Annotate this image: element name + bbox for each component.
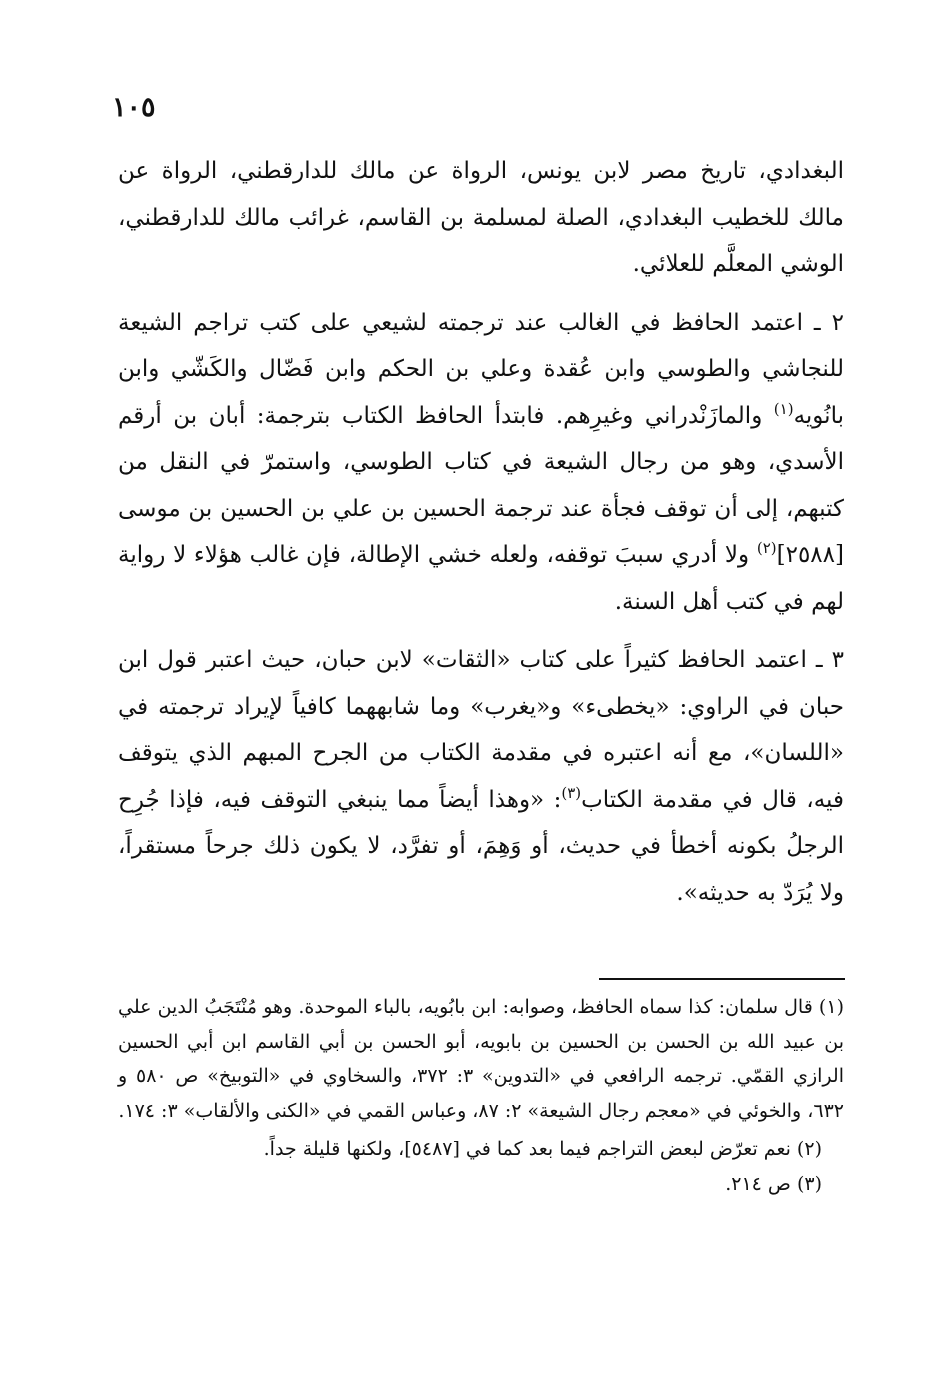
footnote-3: (٣) ص ٢١٤.: [725, 1172, 822, 1195]
footnotes: [118, 990, 844, 1201]
main-text: [118, 148, 844, 916]
paragraph-2-text-a: ٢ ـ اعتمد الحافظ في الغالب عند ترجمته لشيعي على كتب تراجم الشيعة للنجاشي والطوسي وابن عُقدة وعلي بن الحكم وابن فَضّال والكَشّي وابن بانُويه: [118, 309, 844, 429]
footnote-divider: [599, 978, 845, 980]
footnote-ref-1: (١): [773, 399, 794, 418]
footnote-2: (٢) نعم تعرّض لبعض التراجم فيما بعد كما في [٥٤٨٧]، ولكنها قليلة جداً.: [263, 1138, 822, 1160]
paragraph-1-text: البغدادي، تاريخ مصر لابن يونس، الرواة عن مالك للدارقطني، الرواة عن مالك للخطيب البغدادي، الصلة لمسلمة بن القاسم، غرائب مالك للدارقطني، الوشي المعلَّم للعلائي.: [118, 158, 844, 277]
footnote-1: (١) قال سلمان: كذا سماه الحافظ، وصوابه: ابن بابُويه، بالباء الموحدة. وهو مُنْتَجَبُ الدين علي بن عبيد الله بن الحسن بن الحسين بن بابويه، أبو الحسن بن أبي القاسم ابن أبي الحسين الرازي القمّي. ترجمه الرافعي في «التدوين» ٣: ٣٧٢، والسخاوي في «التوبيخ» ص ٥٨٠ و ٦٣٢، والخوئي في «معجم رجال الشيعة» ٢: ٨٧، وعباس القمي في «الكنى والألقاب» ٣: ١٧٤.: [118, 996, 844, 1122]
paragraph-2-text-c: ولا أدري سببَ توقفه، ولعله خشي الإطالة، فإن غالب هؤلاء لا رواية لهم في كتب أهل السنة.: [118, 542, 844, 615]
footnote-ref-3: (٣): [561, 783, 582, 802]
page-number: ١٠٥: [112, 92, 156, 123]
paragraph-3-text-a: ٣ ـ اعتمد الحافظ كثيراً على كتاب «الثقات» لابن حبان، حيث اعتبر قول ابن حبان في الراوي: «يخطىء» و«يغرب» وما شابههما كافياً لإيراد ترجمته في «اللسان»، مع أنه اعتبره في مقدمة الكتاب من الجرح المبهم الذي يتوقف فيه، قال في مقدمة الكتاب: [118, 647, 844, 813]
paragraph-3: [118, 637, 844, 916]
paragraph-2: [118, 300, 844, 626]
paragraph-1: [118, 148, 844, 288]
footnote-ref-2: (٢): [756, 539, 777, 557]
paragraph-3-text-b: : «وهذا أيضاً مما ينبغي التوقف فيه، فإذا جُرِح الرجلُ بكونه أخطأ في حديث، أو وَهِمَ، أو تفرَّد، لا يكون ذلك جرحاً مستقراً، ولا يُرَدّ به حديثه».: [118, 786, 844, 906]
paragraph-2-text-b: والمازَنْدراني وغيرِهم. فابتدأ الحافظ الكتاب بترجمة: أبان بن أرقم الأسدي، وهو من رجال الشيعة في كتاب الطوسي، واستمرّ في النقل من كتبهم، إلى أن توقف فجأة عند ترجمة الحسين بن علي بن الحسين بن موسى [٢٥٨٨]: [118, 402, 844, 568]
